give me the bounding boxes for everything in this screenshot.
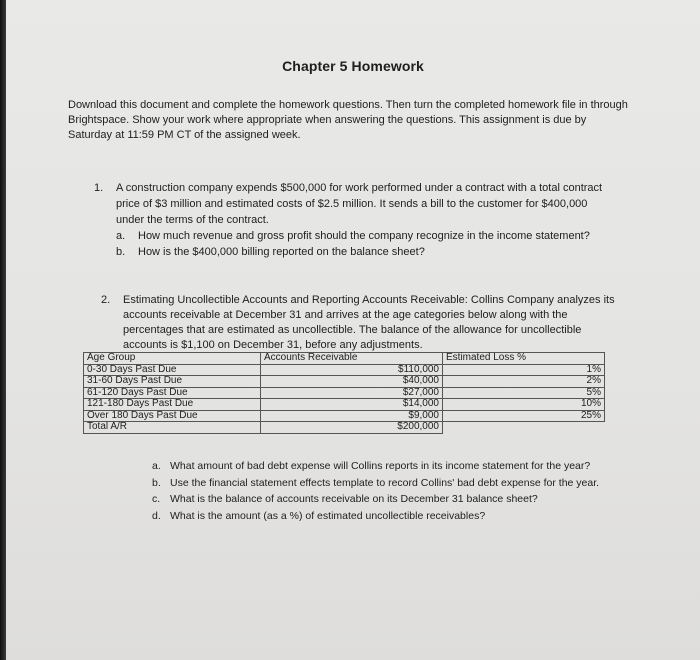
age-group-cell: 121-180 Days Past Due	[84, 399, 261, 411]
question-2d-text: What is the amount (as a %) of estimated uncollectible receivables?	[170, 509, 486, 522]
document-page	[6, 0, 700, 660]
receivable-cell: $40,000	[261, 376, 443, 388]
table-row	[84, 376, 605, 388]
question-2b	[152, 477, 612, 491]
question-2-number: 2.	[101, 294, 111, 306]
question-2c-text: What is the balance of accounts receivable on its December 31 balance sheet?	[170, 493, 538, 505]
question-2d-letter: d.	[152, 509, 161, 522]
question-1b-letter: b.	[116, 246, 126, 258]
receivable-cell: $110,000	[261, 364, 443, 376]
question-1a-text: How much revenue and gross profit should the company recognize in the income statement?	[138, 230, 590, 242]
empty-cell	[443, 422, 605, 434]
question-2c	[152, 493, 612, 507]
age-group-cell: 31-60 Days Past Due	[84, 376, 261, 388]
question-1-number: 1.	[94, 182, 104, 194]
total-value-cell: $200,000	[261, 422, 443, 434]
table-header: Accounts Receivable	[261, 353, 443, 365]
question-2a-letter: a.	[152, 460, 161, 472]
age-group-cell: 61-120 Days Past Due	[84, 387, 261, 399]
table-total-row	[84, 422, 605, 434]
table-header: Estimated Loss %	[443, 353, 605, 365]
question-2b-letter: b.	[152, 476, 161, 489]
loss-percent-cell: 1%	[443, 364, 605, 376]
loss-percent-cell: 5%	[443, 387, 605, 399]
question-2d	[152, 510, 612, 524]
question-2	[101, 293, 621, 353]
question-2-parts	[152, 460, 612, 526]
total-label-cell: Total A/R	[84, 422, 261, 434]
question-1-text: A construction company expends $500,000 for work performed under a contract with a total contract price of $3 million and estimated costs of $2.5 million. It sends a bill to the customer for $400,000 under the terms of the contract.	[116, 182, 603, 226]
loss-percent-cell: 25%	[443, 410, 605, 422]
question-2c-letter: c.	[152, 493, 161, 505]
question-1	[94, 180, 614, 260]
question-1b-text: How is the $400,000 billing reported on the balance sheet?	[138, 246, 425, 258]
question-2a-text: What amount of bad debt expense will Collins reports in its income statement for the year?	[170, 460, 591, 472]
receivable-cell: $27,000	[261, 387, 443, 399]
question-2b-text: Use the financial statement effects template to record Collins' bad debt expense for the year.	[170, 476, 600, 489]
loss-percent-cell: 2%	[443, 376, 605, 388]
page-title: Chapter 5 Homework	[282, 58, 424, 74]
age-group-cell: Over 180 Days Past Due	[84, 410, 261, 422]
loss-percent-cell: 10%	[443, 399, 605, 411]
table-row	[84, 364, 605, 376]
question-1b	[116, 244, 614, 260]
table-row	[84, 410, 605, 422]
question-2a	[152, 460, 612, 474]
table-row	[84, 387, 605, 399]
table-header: Age Group	[84, 353, 261, 365]
question-1a-letter: a.	[116, 230, 126, 242]
receivable-cell: $14,000	[261, 399, 443, 411]
age-group-cell: 0-30 Days Past Due	[84, 364, 261, 376]
receivable-cell: $9,000	[261, 410, 443, 422]
intro-paragraph: Download this document and complete the homework questions. Then turn the completed homework file in through Brightspace. Show your work where appropriate when answering the questions. This assignment is due by Saturday at 11:59 PM CT of the assigned week.	[68, 99, 628, 141]
table-header-row	[84, 353, 605, 365]
question-2-text: Estimating Uncollectible Accounts and Reporting Accounts Receivable: Collins Company analyzes its accounts receivable at December 31 and arrives at the age categories below along with the percentages that are estimated as uncollectible. The balance of the allowance for uncollectible accounts is $1,100 on December 31, before any adjustments.	[123, 294, 615, 351]
table-row	[84, 399, 605, 411]
receivables-aging-table	[83, 352, 605, 434]
question-1a	[116, 228, 614, 244]
